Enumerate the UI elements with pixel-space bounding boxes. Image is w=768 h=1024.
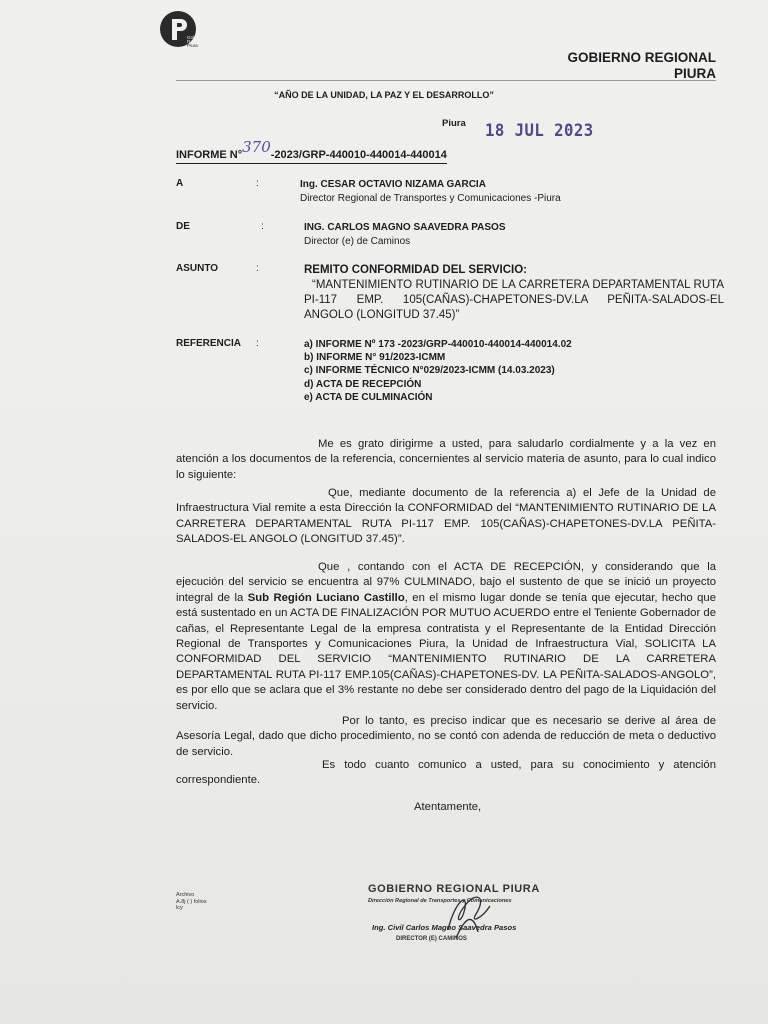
- reference-label: REFERENCIA: [176, 338, 242, 349]
- to-name: Ing. CESAR OCTAVIO NIZAMA GARCIA: [300, 179, 486, 190]
- informe-number: [176, 138, 447, 164]
- reference-list: [304, 338, 572, 404]
- subject-block: [304, 263, 724, 323]
- reference-item: a) INFORME Nº 173 -2023/GRP-440010-440014-440014.02: [304, 339, 572, 350]
- body-paragraph-5: Es todo cuanto comunico a usted, para su conocimiento y atención correspondiente.: [176, 759, 716, 787]
- logo-text-2: Regional: [187, 39, 206, 44]
- archive-line: A.8j ( ) folios: [176, 898, 207, 905]
- date-stamp: 18 JUL 2023: [485, 121, 594, 141]
- header-rule: [176, 80, 716, 81]
- year-motto: “AÑO DE LA UNIDAD, LA PAZ Y EL DESARROLLO”: [274, 90, 494, 100]
- subject-text: “MANTENIMIENTO RUTINARIO DE LA CARRETERA DEPARTAMENTAL RUTA PI-117 EMP. 105(CAÑAS)-CHAPETONES-DV.LA PEÑITA-SALADOS-EL ANGOLO (LONGITUD 37.45)”: [304, 279, 724, 321]
- reference-item: d) ACTA DE RECEPCIÓN: [304, 378, 422, 390]
- logo-text-3: Piura: [187, 43, 198, 48]
- from-name: ING. CARLOS MAGNO SAAVEDRA PASOS: [304, 222, 506, 233]
- stamp-line-4: DIRECTOR (E) CAMINOS: [396, 936, 467, 942]
- to-label: A: [176, 178, 184, 189]
- body-paragraph-3-part-b: , en el mismo lugar donde se tenía que ejecutar, hecho que está sustentado en un ACTA DE FINALIZACIÓN POR MUTUO ACUERDO entre el Teniente Gobernador de cañas, el Representante Legal de la empresa contratista y el Representante de la Entidad Dirección Regional de Transportes y Comunicaciones Piura, la Unidad de Infraestructura Vial, SOLICITA LA CONFORMIDAD DEL SERVICIO “MANTENIMIENTO RUTINARIO DE LA CARRETERA DEPARTAMENTAL RUTA PI-117 EMP.105(CAÑAS)-CHAPETONES-DV. LA PEÑITA-SALADOS-ANGOLO”, es por ello que se aclara que el 3% restante no debe ser considerado dentro del pago de la Liquidación del servicio.: [176, 591, 716, 712]
- reference-item: b) INFORME N° 91/2023-ICMM: [304, 352, 446, 364]
- subject-heading: REMITO CONFORMIDAD DEL SERVICIO:: [304, 264, 527, 276]
- informe-prefix: INFORME N°: [176, 149, 243, 161]
- informe-handwritten-number: 370: [242, 138, 271, 156]
- logo-text-1: Gobierno: [187, 35, 206, 40]
- archive-note: [176, 892, 207, 912]
- header-org-line2: PIURA: [673, 66, 716, 81]
- subject-label: ASUNTO: [176, 263, 219, 274]
- to-title: Director Regional de Transportes y Comunicaciones -Piura: [300, 193, 561, 204]
- stamp-line-1: GOBIERNO REGIONAL PIURA: [368, 883, 540, 895]
- signature-stamp: [360, 880, 560, 940]
- body-paragraph-1: Me es grato dirigirme a usted, para saludarlo cordialmente y a la vez en atención a los documentos de la referencia, concernientes al servicio materia de asunto, para lo cual indico lo siguiente:: [176, 438, 716, 481]
- subject-colon: :: [256, 263, 259, 274]
- header-org-line1: GOBIERNO REGIONAL: [567, 50, 716, 65]
- date-city: Piura: [442, 118, 466, 129]
- reference-item: e) ACTA DE CULMINACIÓN: [304, 391, 433, 403]
- body-paragraph-3-part-a: Que , contando con el ACTA DE RECEPCIÓN, y considerando que la ejecución del servicio se encuentra al 97% CULMINADO, bajo el sustento de que se inició un proyecto integral de la: [176, 561, 716, 604]
- from-label: DE: [176, 221, 190, 232]
- body-paragraph-3-bold: Sub Región Luciano Castillo: [247, 591, 405, 604]
- gobierno-regional-logo: [158, 10, 228, 50]
- body-paragraph-4: Por lo tanto, es preciso indicar que es necesario se derive al área de Asesoría Legal, dado que dicho procedimiento, no se contó con adenda de reducción de meta o deductivo de servicio.: [176, 715, 716, 758]
- to-colon: :: [256, 178, 259, 189]
- informe-suffix: -2023/GRP-440010-440014-440014: [270, 149, 447, 161]
- from-colon: :: [261, 221, 264, 232]
- body-paragraph-2: Que, mediante documento de la referencia a) el Jefe de la Unidad de Infraestructura Vial remite a esta Dirección la CONFORMIDAD del “MANTENIMIENTO RUTINARIO DE LA CARRETERA DEPARTAMENTAL RUTA PI-117 EMP. 105(CAÑAS)-CHAPETONES-DV.LA PEÑITA-SALADOS-EL ANGOLO (LONGITUD 37.45)”.: [176, 487, 716, 546]
- stamp-line-3: Ing. Civil Carlos Magno Saavedra Pasos: [372, 923, 517, 932]
- stamp-line-2: Dirección Regional de Transportes y Comunicaciones: [368, 898, 512, 904]
- archive-line: lcy: [176, 905, 183, 911]
- reference-colon: :: [256, 338, 259, 349]
- reference-item: c) INFORME TÉCNICO N°029/2023-ICMM (14.03.2023): [304, 365, 555, 377]
- from-title: Director (e) de Caminos: [304, 236, 411, 247]
- body-paragraph-3: [176, 560, 716, 714]
- closing: Atentamente,: [414, 801, 482, 813]
- archive-line: Archivo: [176, 892, 195, 898]
